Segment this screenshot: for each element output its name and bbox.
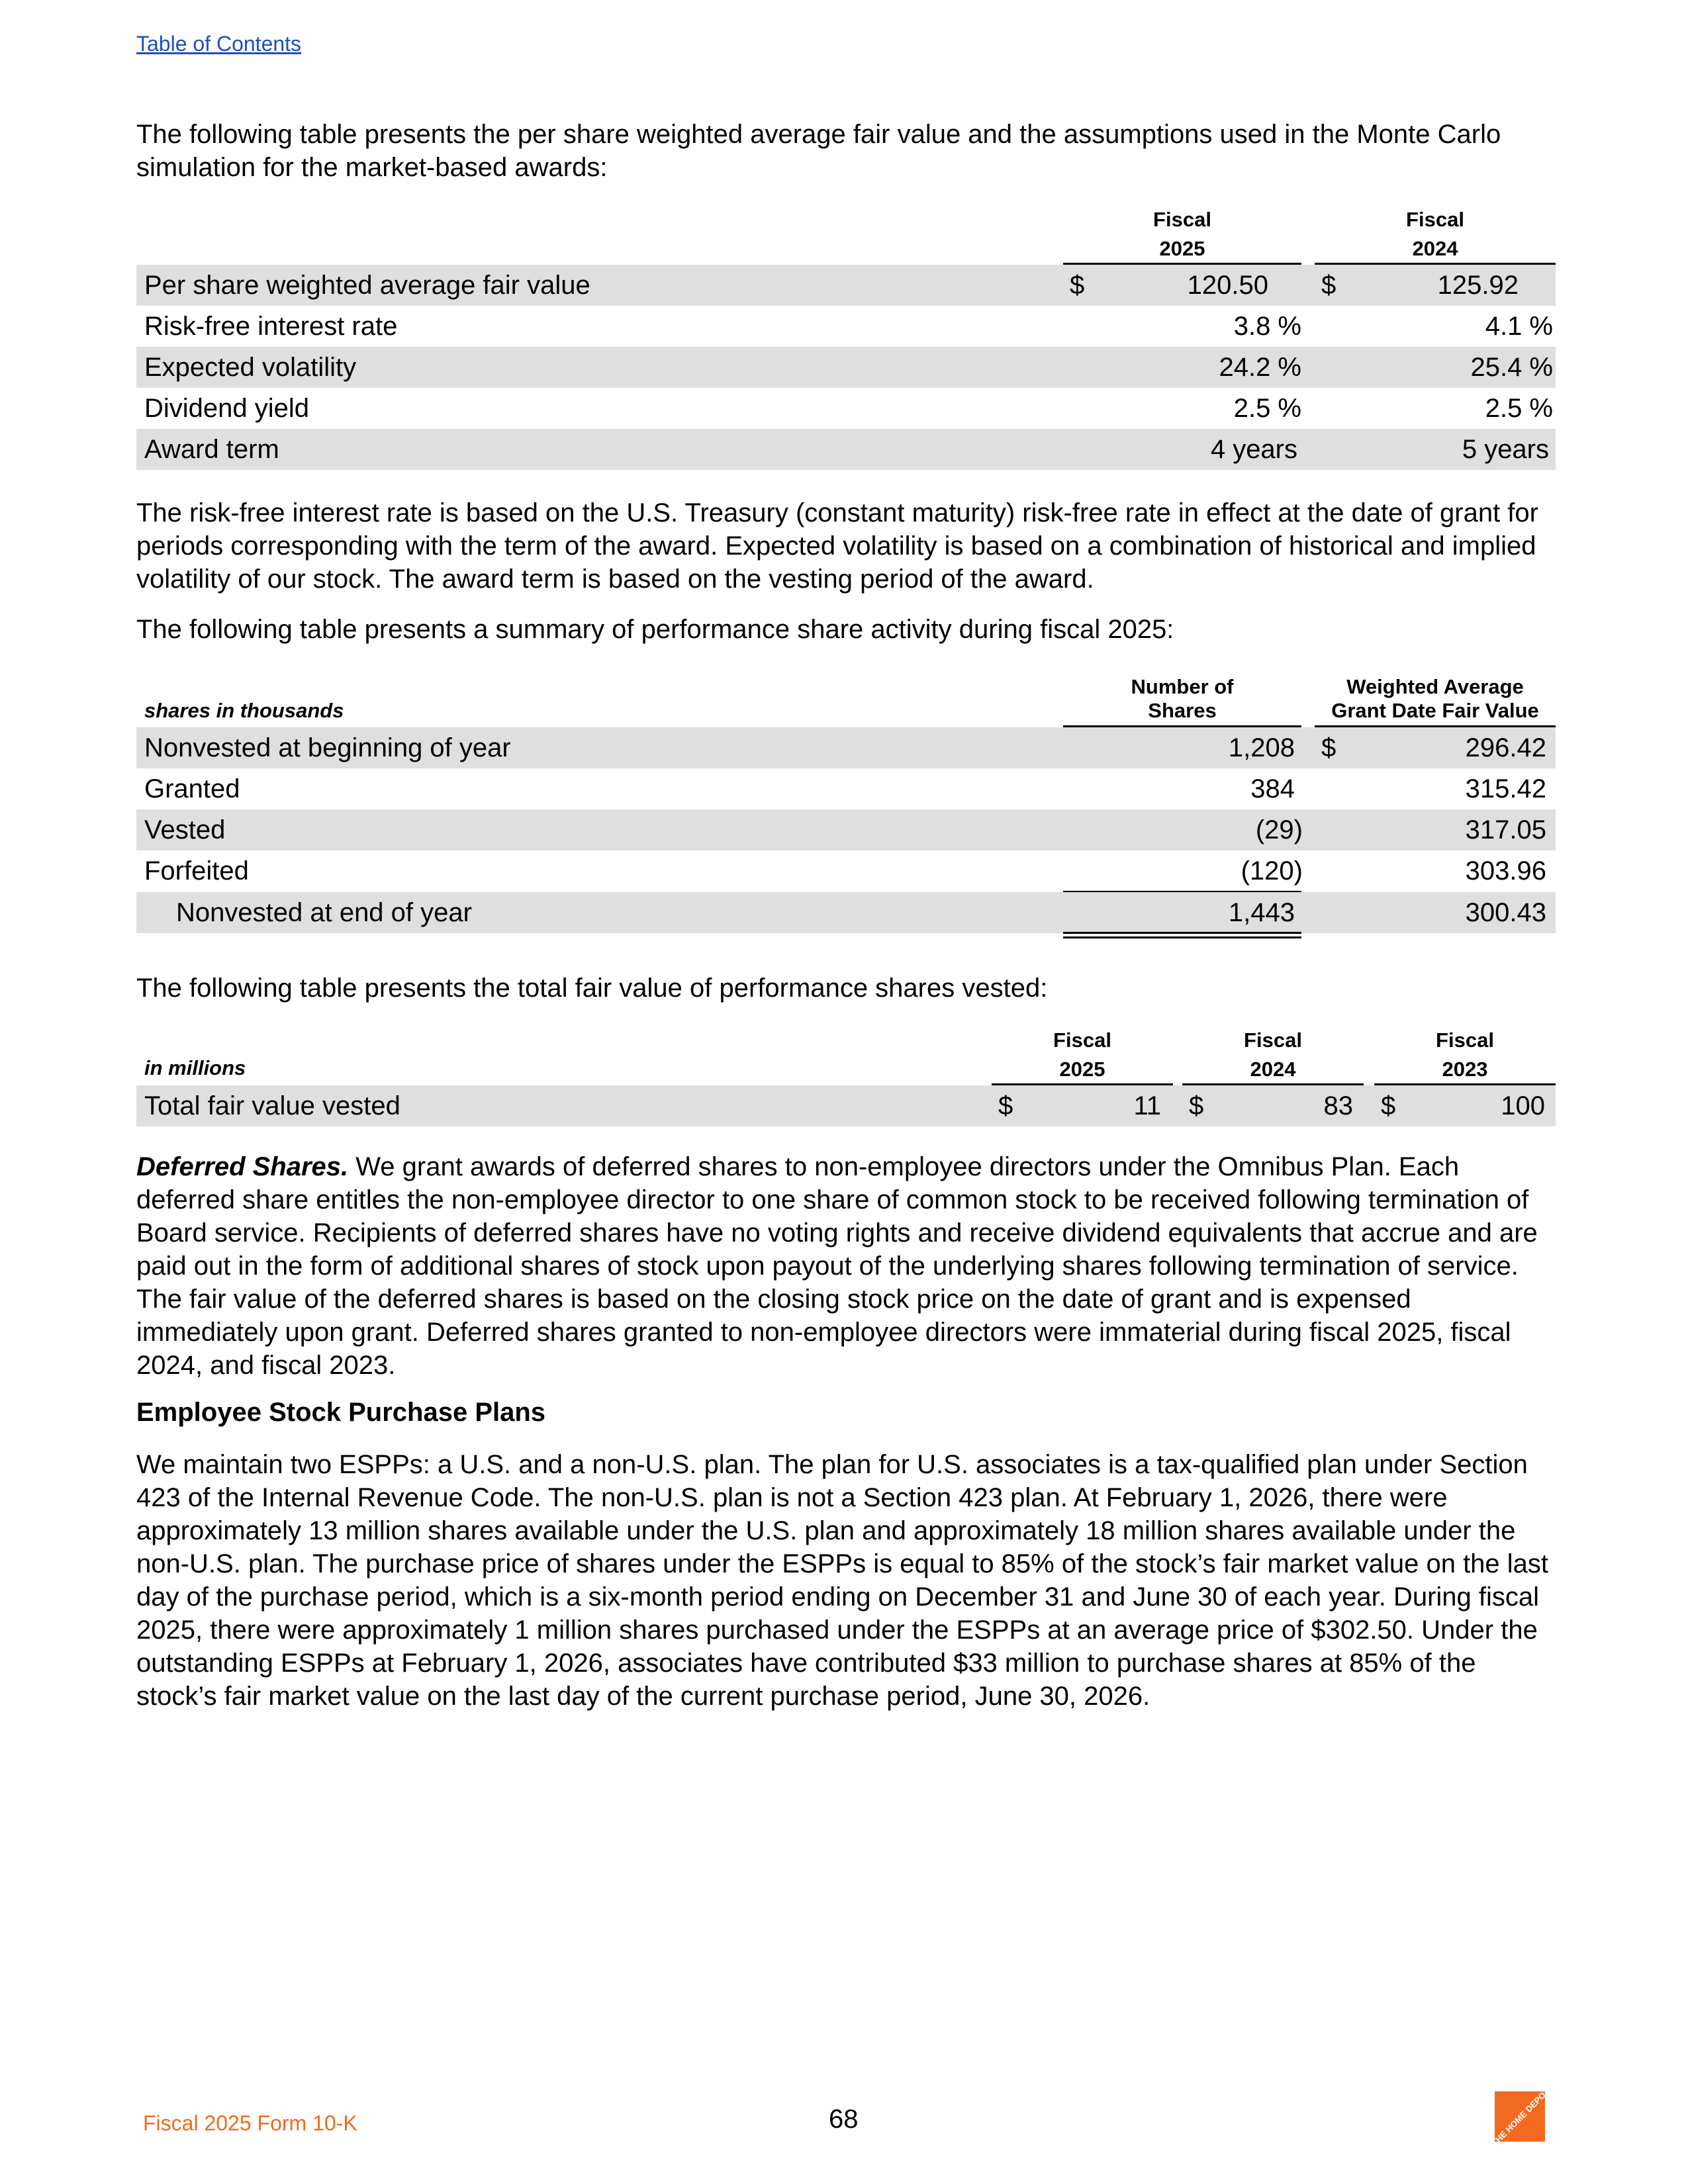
value-fiscal-2024: 125.92	[1437, 271, 1519, 300]
value-fair-value: 315.42	[1465, 774, 1546, 803]
intro-text: The following table presents the per share weighted average fair value and the assumptions used in the Monte Carlo simulation for the market-based awards:	[136, 120, 1501, 182]
value-fiscal-2024: 4.1 %	[1485, 312, 1553, 341]
column-header-line2: 2023	[1442, 1058, 1488, 1081]
intro-paragraph-total-fair-value	[136, 972, 1560, 1005]
assumptions-text: The risk-free interest rate is based on the U.S. Treasury (constant maturity) risk-free rate in effect at the date of grant for periods corresponding with the term of the award. Expected volatility is based on a combination of historical and implied volatility of our stock. The award term is based on the vesting period of the award.	[136, 498, 1538, 594]
assumptions-paragraph	[136, 496, 1560, 596]
value-fair-value: 296.42	[1465, 733, 1546, 762]
value-fiscal-2025: 3.8 %	[1233, 312, 1301, 341]
value-fair-value: 303.96	[1465, 856, 1546, 886]
intro-text: The following table presents the total fair value of performance shares vested:	[136, 974, 1048, 1003]
table-unit-label: shares in thousands	[144, 699, 344, 722]
row-label: Expected volatility	[144, 353, 357, 382]
intro-paragraph-performance-shares	[136, 613, 1560, 646]
currency-symbol: $	[1321, 733, 1336, 762]
currency-symbol: $	[998, 1091, 1013, 1120]
table-unit-label: in millions	[144, 1056, 246, 1079]
value-fiscal-2025: 2.5 %	[1233, 394, 1301, 423]
value-fiscal-2024: 83	[1323, 1091, 1353, 1120]
column-header-line2: Grant Date Fair Value	[1331, 699, 1539, 722]
column-header-fiscal-2024	[1315, 205, 1556, 263]
column-header-line2: 2024	[1412, 237, 1458, 260]
value-fair-value: 300.43	[1465, 898, 1546, 927]
table-row-total	[136, 892, 1556, 933]
table-row	[136, 1085, 1556, 1126]
row-label: Dividend yield	[144, 394, 310, 423]
deferred-shares-text	[136, 1150, 1560, 1382]
column-header-line2: 2024	[1250, 1058, 1296, 1081]
column-header-line1: Fiscal	[1153, 208, 1211, 231]
column-header-fiscal-2025	[1063, 205, 1301, 263]
value-fair-value: 317.05	[1465, 815, 1546, 844]
row-label: Granted	[144, 774, 240, 803]
column-header-line1: Fiscal	[1244, 1028, 1302, 1052]
column-header-line2: 2025	[1059, 1058, 1105, 1081]
value-fiscal-2024: 5 years	[1462, 435, 1549, 464]
value-fiscal-2024: 25.4 %	[1470, 353, 1553, 382]
column-header-line1: Fiscal	[1053, 1028, 1111, 1052]
table-row	[136, 347, 1556, 388]
table-of-contents-link[interactable]: Table of Contents	[136, 32, 302, 56]
espp-text: We maintain two ESPPs: a U.S. and a non-U.S. plan. The plan for U.S. associates is a tax-qualified plan under Section 423 of the Internal Revenue Code. The non-U.S. plan is not a Section 423 plan. At February 1, 2026, there were approximately 13 million shares available under the U.S. plan and approximately 18 million shares available under the non-U.S. plan. The purchase price of shares under the ESPPs is equal to 85% of the stock’s fair market value on the last day of the purchase period, which is a six-month period ending on December 31 and June 30 of each year. During fiscal 2025, there were approximately 1 million shares purchased under the ESPPs at an average price of $302.50. Under the outstanding ESPPs at February 1, 2026, associates have contributed $33 million to purchase shares at 85% of the stock’s fair market value on the last day of the current purchase period, June 30, 2026.	[136, 1450, 1549, 1711]
table-row	[136, 727, 1556, 768]
row-label: Award term	[144, 435, 279, 464]
row-label: Risk-free interest rate	[144, 312, 398, 341]
table-row	[136, 429, 1556, 470]
total-double-rule	[1063, 932, 1301, 938]
deferred-shares-body: We grant awards of deferred shares to non-employee directors under the Omnibus Plan. Each deferred share entitles the non-employee director to one share of common stock to be received following termination of Board service. Recipients of deferred shares have no voting rights and receive dividend equivalents that accrue and are paid out in the form of additional shares of stock upon payout of the underlying shares following termination of service. The fair value of the deferred shares is based on the closing stock price on the date of grant and is expensed immediately upon grant. Deferred shares granted to non-employee directors were immaterial during fiscal 2025, fiscal 2024, and fiscal 2023.	[136, 1152, 1538, 1380]
value-fiscal-2023: 100	[1501, 1091, 1545, 1120]
column-header-line2: Shares	[1148, 699, 1217, 722]
espp-paragraph	[136, 1448, 1560, 1713]
footer-form-label: Fiscal 2025 Form 10-K	[143, 2111, 357, 2135]
value-fiscal-2025: 11	[1133, 1091, 1161, 1120]
row-label: Nonvested at end of year	[176, 898, 472, 927]
home-depot-logo	[1489, 2086, 1552, 2148]
column-header-weighted-average-fair-value	[1315, 675, 1556, 723]
value-number-of-shares: (29)	[1255, 815, 1303, 844]
table-row	[136, 850, 1556, 891]
column-header-number-of-shares	[1063, 675, 1301, 723]
home-depot-logo-icon	[1489, 2086, 1552, 2148]
column-header-fiscal-2025	[992, 1026, 1173, 1084]
intro-text: The following table presents a summary of performance share activity during fiscal 2025:	[136, 615, 1174, 644]
column-header-line1: Number of	[1131, 675, 1234, 698]
value-number-of-shares: 1,208	[1228, 733, 1295, 762]
column-header-line2: 2025	[1159, 237, 1205, 260]
currency-symbol: $	[1189, 1091, 1204, 1120]
currency-symbol: $	[1381, 1091, 1396, 1120]
column-header-fiscal-2023	[1374, 1026, 1556, 1084]
currency-symbol: $	[1321, 271, 1336, 300]
table-row	[136, 809, 1556, 850]
value-number-of-shares: 384	[1250, 774, 1295, 803]
table-row	[136, 388, 1556, 429]
value-fiscal-2024: 2.5 %	[1485, 394, 1553, 423]
deferred-shares-paragraph	[136, 1150, 1560, 1382]
page-number: 68	[829, 2105, 859, 2134]
column-header-line1: Weighted Average	[1346, 675, 1524, 698]
intro-paragraph-market-awards	[136, 118, 1560, 184]
value-fiscal-2025: 24.2 %	[1219, 353, 1301, 382]
row-label: Nonvested at beginning of year	[144, 733, 511, 762]
espp-heading: Employee Stock Purchase Plans	[136, 1398, 546, 1427]
row-label: Vested	[144, 815, 226, 844]
column-header-line1: Fiscal	[1406, 208, 1464, 231]
value-number-of-shares: 1,443	[1228, 898, 1295, 927]
column-header-line1: Fiscal	[1436, 1028, 1494, 1052]
value-fiscal-2025: 4 years	[1210, 435, 1297, 464]
column-header-fiscal-2024	[1182, 1026, 1364, 1084]
table-row	[136, 265, 1556, 306]
logo-text: THE HOME DEPOT	[1489, 2086, 1552, 2148]
row-label: Total fair value vested	[144, 1091, 400, 1120]
value-number-of-shares: (120)	[1241, 856, 1303, 886]
table-row	[136, 768, 1556, 809]
currency-symbol: $	[1070, 271, 1085, 300]
table-row	[136, 306, 1556, 347]
row-label: Per share weighted average fair value	[144, 271, 590, 300]
value-fiscal-2025: 120.50	[1187, 271, 1268, 300]
deferred-shares-title: Deferred Shares.	[136, 1152, 349, 1181]
row-label: Forfeited	[144, 856, 249, 886]
